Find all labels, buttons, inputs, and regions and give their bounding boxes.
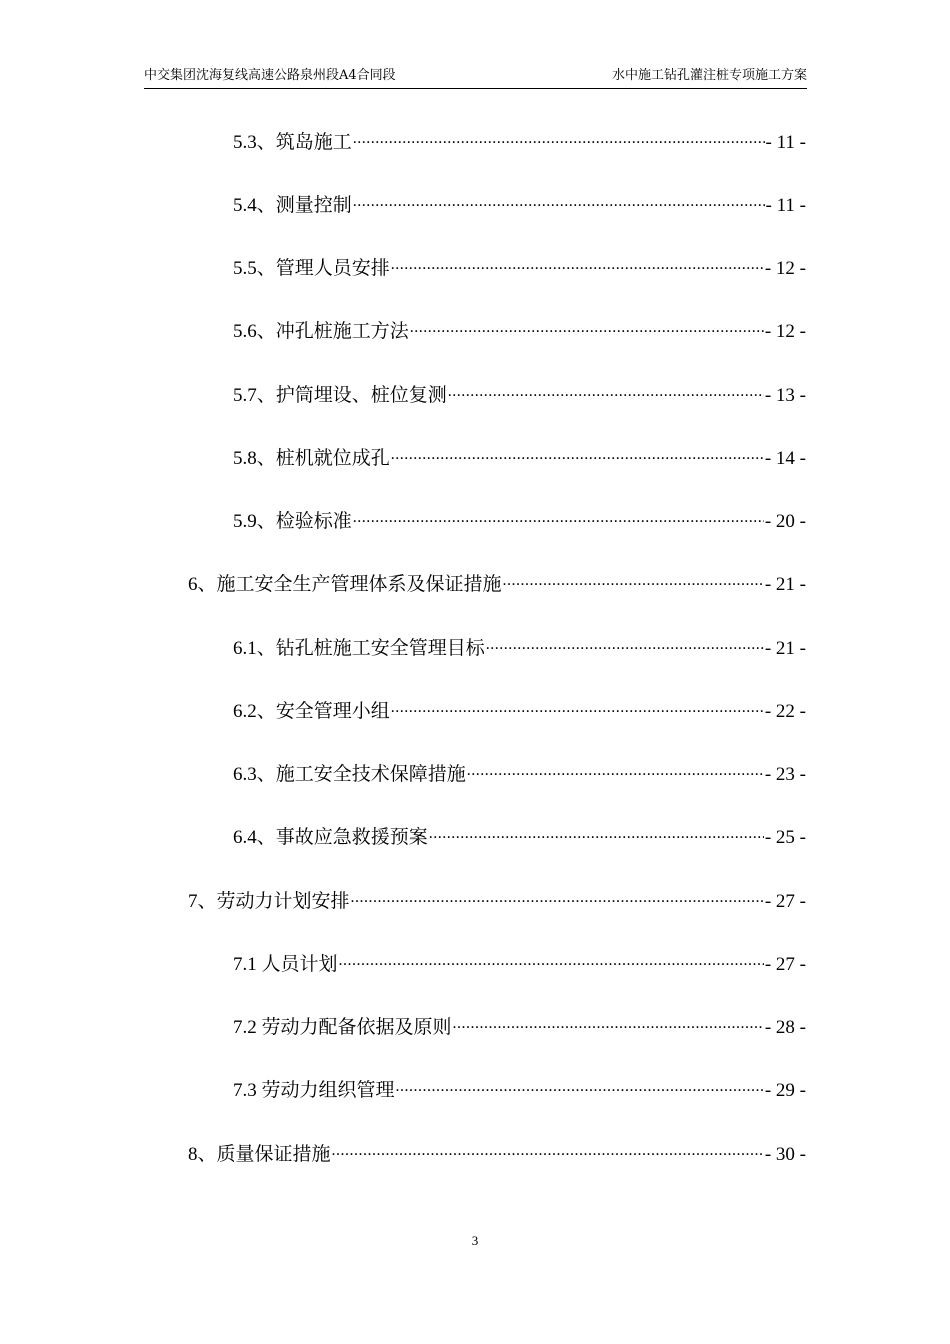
toc-entry-label: 5.9、检验标准 [233, 511, 352, 532]
toc-dot-leader [391, 697, 764, 717]
toc-entry[interactable] [233, 253, 806, 285]
toc-entry[interactable] [233, 127, 806, 159]
toc-entry-page: - 12 - [764, 321, 806, 342]
toc-entry-page: - 23 - [764, 764, 806, 785]
toc-entry-label: 6.4、事故应急救援预案 [233, 827, 428, 848]
toc-entry[interactable] [233, 443, 806, 475]
toc-entry[interactable] [233, 633, 806, 665]
toc-entry-label: 7.3 劳动力组织管理 [233, 1080, 395, 1101]
toc-entry-label: 5.4、测量控制 [233, 195, 352, 216]
toc-entry[interactable] [233, 316, 806, 348]
toc-dot-leader [391, 444, 764, 464]
toc-dot-leader [339, 950, 764, 970]
toc-entry-page: - 29 - [764, 1080, 806, 1101]
toc-entry-page: - 30 - [764, 1144, 806, 1165]
toc-entry-label: 5.5、管理人员安排 [233, 258, 390, 279]
toc-entry-page: - 28 - [764, 1017, 806, 1038]
toc-dot-leader [429, 823, 764, 843]
toc-entry[interactable] [233, 380, 806, 412]
toc-entry-page: - 27 - [764, 954, 806, 975]
toc-dot-leader [410, 317, 764, 337]
toc-entry[interactable] [233, 1012, 806, 1044]
toc-entry-label: 8、质量保证措施 [188, 1144, 331, 1165]
toc-dot-leader [391, 254, 764, 274]
toc-entry-label: 5.3、筑岛施工 [233, 132, 352, 153]
toc-entry[interactable] [233, 1075, 806, 1107]
toc-entry-label: 6.3、施工安全技术保障措施 [233, 764, 466, 785]
toc-entry-label: 5.7、护筒埋设、桩位复测 [233, 385, 447, 406]
page-header [144, 64, 807, 89]
toc-entry-page: - 21 - [764, 638, 806, 659]
toc-entry-page: - 25 - [764, 827, 806, 848]
toc-entry-page: - 27 - [764, 891, 806, 912]
toc-entry[interactable] [233, 949, 806, 981]
toc-dot-leader [353, 128, 765, 148]
toc-entry[interactable] [188, 886, 806, 918]
toc-entry[interactable] [233, 190, 806, 222]
toc-entry-page: - 11 - [765, 132, 806, 153]
toc-entry[interactable] [233, 696, 806, 728]
toc-entry-page: - 20 - [764, 511, 806, 532]
toc-entry[interactable] [233, 506, 806, 538]
toc-entry[interactable] [233, 822, 806, 854]
toc-dot-leader [503, 570, 764, 590]
toc-entry-label: 5.6、冲孔桩施工方法 [233, 321, 409, 342]
toc-entry-page: - 12 - [764, 258, 806, 279]
header-project-name: 中交集团沈海复线高速公路泉州段A4合同段 [144, 68, 396, 83]
toc-dot-leader [467, 760, 764, 780]
toc-entry-page: - 11 - [765, 195, 806, 216]
toc-entry-label: 7.2 劳动力配备依据及原则 [233, 1017, 452, 1038]
toc-entry-page: - 22 - [764, 701, 806, 722]
header-document-title: 水中施工钻孔灌注桩专项施工方案 [611, 68, 807, 83]
toc-entry-page: - 13 - [764, 385, 806, 406]
toc-entry[interactable] [233, 759, 806, 791]
toc-dot-leader [353, 507, 764, 527]
toc-dot-leader [351, 887, 764, 907]
toc-dot-leader [453, 1013, 764, 1033]
toc-entry-page: - 21 - [764, 574, 806, 595]
toc-entry-label: 6.1、钻孔桩施工安全管理目标 [233, 638, 485, 659]
toc-entry-label: 7、劳动力计划安排 [188, 891, 350, 912]
page-number: 3 [471, 1233, 479, 1248]
toc-dot-leader [448, 381, 764, 401]
toc-dot-leader [332, 1140, 764, 1160]
toc-dot-leader [396, 1076, 764, 1096]
toc-entry[interactable] [188, 1139, 806, 1171]
toc-entry-label: 6、施工安全生产管理体系及保证措施 [188, 574, 502, 595]
toc-dot-leader [486, 634, 764, 654]
toc-dot-leader [353, 191, 765, 211]
toc-entry[interactable] [188, 569, 806, 601]
toc-entry-page: - 14 - [764, 448, 806, 469]
toc-entry-label: 7.1 人员计划 [233, 954, 338, 975]
toc-entry-label: 6.2、安全管理小组 [233, 701, 390, 722]
toc-entry-label: 5.8、桩机就位成孔 [233, 448, 390, 469]
